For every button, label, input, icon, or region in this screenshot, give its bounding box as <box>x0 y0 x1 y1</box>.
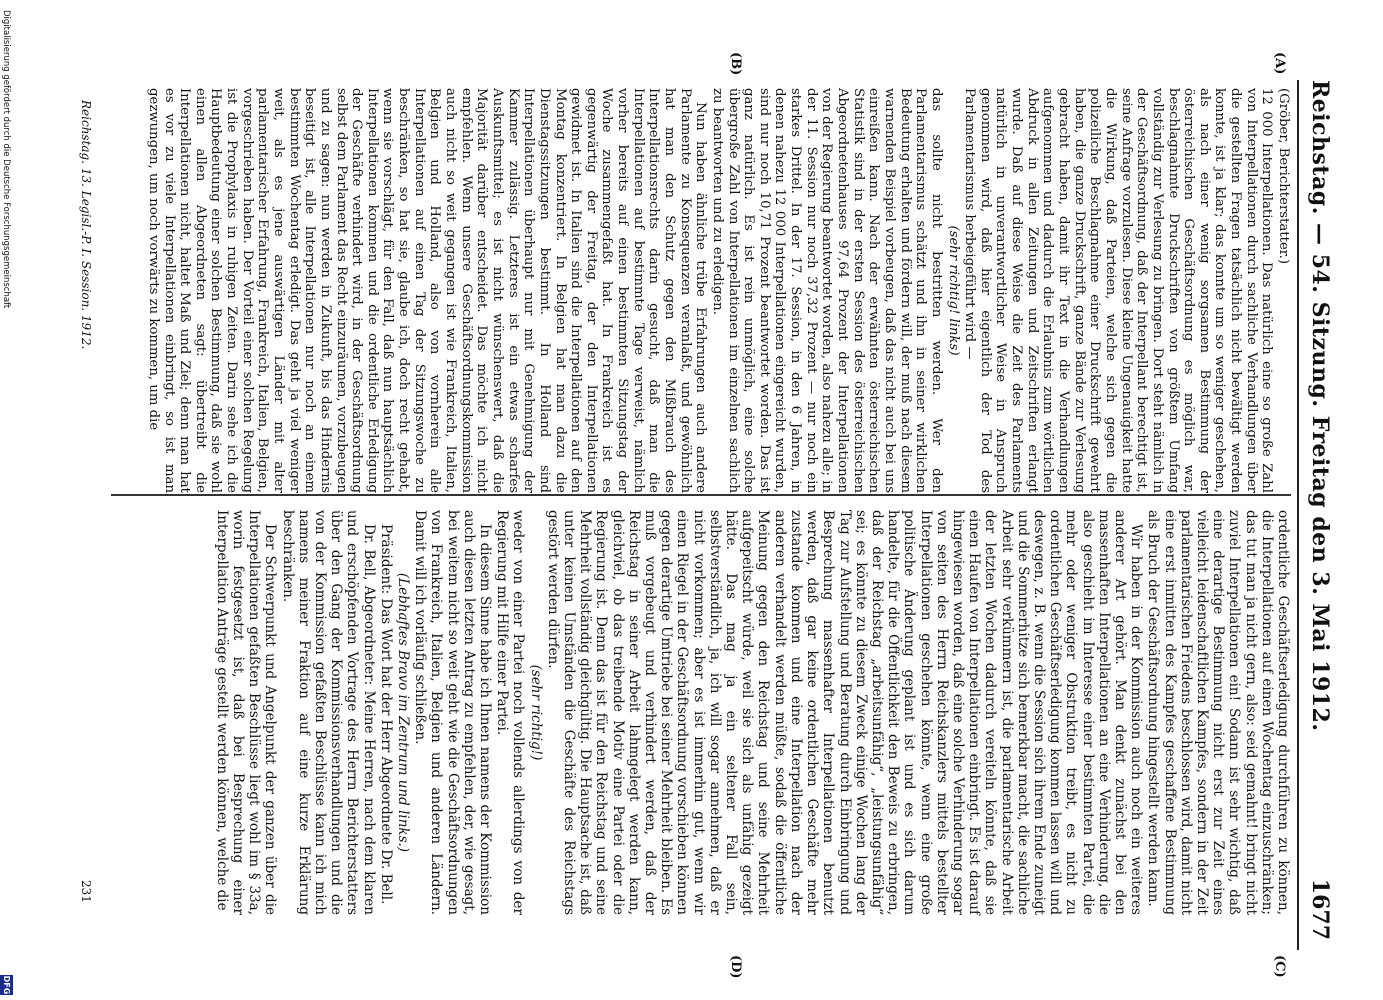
margin-mark-a: (A) <box>1272 52 1287 75</box>
paragraph: In diesem Sinne habe ich Ihnen namens der Kommission auch diesen letzten Antrag zu empfehlen, der, wie gesagt, bei weitem nicht so weit geht wie die Geschäftsordnungen von Frankreich, Italien, Belgien und anderen Ländern. Damit will ich vorläufig schließen. <box>412 510 494 915</box>
paragraph: Der Schwerpunkt und Angelpunkt der ganzen über die Interpellationen gefaßten Beschlüsse liegt wohl im § 33a, worin festgesetzt ist, daß bei Besprechung einer Interpellation Anträge gestellt werden können, welche die <box>213 510 279 915</box>
funding-note: Digitalisierung gefördert durch die Deutsche Forschungsgemeinschaft <box>1 10 11 309</box>
dfg-logo: DFG <box>2 975 11 995</box>
interjection: (sehr richtig! links) <box>945 225 961 356</box>
paragraph: weder von einer Partei noch vollends allerdings von der Regierung mit Hilfe einer Partei. <box>494 510 527 915</box>
margin-mark-c: (C) <box>1272 955 1287 978</box>
interjection: (sehr richtig!) <box>527 664 544 761</box>
footer-session: Reichstag. 13. Legisl.-P. I. Session. 1912. <box>79 100 93 350</box>
speech-opening: Dr. Bell, Abgeordneter: Meine Herren, nach dem klaren und erschöpfenden Vortrage des Herrn Berichterstatters über den Gang der Kommissionsverhandlungen und die von der Kommission gefaßten Beschlüsse kann ich mich namens meiner Fraktion auf eine kurze Erklärung beschränken. <box>279 510 377 915</box>
digitization-sidebar <box>0 0 11 1000</box>
right-column <box>213 510 1291 915</box>
left-column <box>144 88 1291 493</box>
footer-page: 231 <box>79 880 93 903</box>
header-title: Reichstag. — 54. Sitzung. Freitag den 3. Mai 1912. <box>1307 80 1333 732</box>
president-statement: Präsident: Das Wort hat der Herr Abgeordnete Dr. Bell. <box>377 524 394 905</box>
paragraph: das sollte nicht bestritten werden. Wer den Parlamentarismus schätzt und ihn in seiner wirklichen Bedeutung erhalten und fördern will, der muß nach diesem warnenden Beispiel vorbeugen, daß das nicht auch bei uns einreißen kann. Nach der erwähnten österreichischen Statistik sind in der ersten Session des österreichischen Abgeordnetenhauses 97,64 Prozent der Interpellationen von der Regierung beantwortet worden, also nahezu alle; in der 11. Session nur noch 37,32 Prozent — nur noch ein starkes Drittel. In der 17. Session, in den 6 Jahren, in denen nahezu 12 000 Interpellationen eingereicht wurden, sind nur noch 10,71 Prozent beantwortet worden. Das ist ganz natürlich. Es ist rein unmöglich, eine solche übergroße Zahl von Interpellationen im einzelnen sachlich zu beantworten und zu erledigen. <box>709 88 944 493</box>
column-divider <box>111 494 1291 496</box>
paragraph: ordentliche Geschäftserledigung durchführen zu können, die Interpellationen auf einen Wochentag einzuschränken; das tut man ja nicht gern, also: seid gemahnt! bringt nicht zuviel Interpellationen ein! Sodann ist sehr wichtig, daß eine derartige Bestimmung nicht erst zur Zeit eines vielleicht leidenschaftlichen Kampfes, sondern in der Zeit parlamentarischen Friedens beschlossen wird, damit nicht eine erst inmitten des Kampfes geschaffene Bestimmung als Bruch der Geschäftsordnung hingestellt werden kann. <box>1145 510 1291 915</box>
header-rule <box>1297 80 1299 950</box>
paragraph: Nun haben ähnliche trübe Erfahrungen auch andere Parlamente zu Konsequenzen veranlaßt, und gewöhnlich hat man den Schutz gegen den Mißbrauch des Interpellationsrechts darin gesucht, daß man die Interpellationen auf bestimmte Tage verweist, nämlich vorher bereits auf einen bestimmten Sitzungstag der Woche zusammengefaßt hat. In Frankreich ist es gegenwärtig der Freitag, der den Interpellationen gewidmet ist. In Italien sind die Interpellationen auf den Montag konzentriert. In Belgien hat man dazu die Dienstagssitzungen bestimmt. In Holland sind Interpellationen überhaupt nur mit Genehmigung der Kammer zulässig. Letzteres ist ein etwas scharfes Auskunftsmittel; es ist nicht wünschenswert, daß die Majorität darüber entscheidet. Das möchte ich nicht empfehlen. Wenn unsere Geschäftsordnungskommission auch nicht so weit gegangen ist wie Frankreich, Italien, Belgien und Holland, also von vornherein alle Interpellationen auf einen Tag der Sitzungswoche zu beschränken, so hat sie, glaube ich, doch recht gehabt, wenn sie vorschlägt, für den Fall, daß nun hauptsächlich Interpellationen kommen und die ordentliche Erledigung der Geschäfte verhindert wird, in der Geschäftsordnung selbst dem Parlament das Recht einzuräumen, vorzubeugen und zu sagen: nun werden in Zukunft, bis das Hindernis beseitigt ist, alle Interpellationen nur noch an einem bestimmten Wochentag erledigt. Das geht ja viel weniger weit, als es jene auswärtigen Länder mit alter parlamentarischer Erfahrung, Frankreich, Italien, Belgien, vorgeschrieben haben. Der Vorteil einer solchen Regelung ist die Prophylaxis in ruhigen Zeiten. Darin sehe ich die Hauptbedeutung einer solchen Bestimmung, daß sie wohl einen allen Abgeordneten sagt: übertreibt die Interpellationen nicht, haltet Maß und Ziel; denn man hat es vor zu viele Interpellationen einbringt, so ist man gezwungen, um noch vorwärts zu kommen, um die <box>145 88 709 493</box>
interjection: (Lebhaftes Bravo im Zentrum und links.) <box>395 572 412 853</box>
margin-mark-b: (B) <box>728 52 743 76</box>
paragraph: Wir haben in der Kommission auch noch ein weiteres anderer Art gehört. Man denkt zunächst bei den massenhaften Interpellationen an eine Verhinderung, die also geschieht im Interesse einer bestimmten Partei, die mehr oder weniger Obstruktion treibt, es nicht zu ordentlichen Geschäftserledigung kommen lassen will und deswegen, z. B. wenn die Session sich ihrem Ende zuneigt und die Sommerhitze sich bemerkbar macht, die sachliche Arbeit sehr verkümmern ist, die parlamentarische Arbeit der letzten Wochen dadurch vereiteln könnte, daß sie einen Haufen von Interpellationen einbringt. Es ist darauf hingewiesen worden, daß eine solche Verhinderung sogar von seiten des Herrn Reichskanzlers mittels bestellter Interpellationen geschehen könnte, wenn eine große politische Änderung geplant ist und es sich darum handelte, für die Öffentlichkeit den Beweis zu erbringen, daß der Reichstag „arbeitsunfähig“, „leistungsunfähig“ sei; es könnte zu diesem Zweck einige Wochen lang der Tag zur Aufstellung und Beratung durch Einbringung und Besprechung massenhafter Interpellationen benutzt werden, daß gar keine ordentlichen Geschäfte mehr zustande kommen und eine Interpellation nach der anderen verhandelt werden müßte, sodaß die öffentliche Meinung gegen den Reichstag und seine Mehrheit aufgepeitscht würde, weil sie sich als unfähig gezeigt hätte. Das mag ja ein seltener Fall sein, selbstverständlich, ja, ich will sogar annehmen, daß er nicht vorkommen; aber es ist immerhin gut, wenn wir einen Riegel in der Geschäftsordnung vorschieben können gegen derartige Umtriebe bei seiner Mehrheit bleiben. Es muß vorgebeugt und verhindert werden, daß der Reichstag in seiner Arbeit lahmgelegt werden kann, gleichviel, ob das treibende Motiv eine Partei oder die Regierung ist. Denn das ist für den Reichstag und seine Mehrheit vollständig gleichgültig. Die Hauptsache ist, daß unter keinen Umständen die Geschäfte des Reichstags gestört werden dürfen. <box>544 510 1145 915</box>
paragraph: 12 000 Interpellationen. Das natürlich eine so große Zahl von Interpellationen durch sachliche Verhandlungen über die gestellten Fragen tatsächlich nicht bewältigt werden konnte, ist ja klar; das konnte um so weniger geschehen, als nach einer wenig sorgsamen Bestimmung der österreichischen Geschäftsordnung es möglich war, beschlagnahmte Druckschriften von größtem Umfang vollständig zur Verlesung zu bringen. Dort steht nämlich in der Geschäftsordnung, daß der Interpellant berechtigt ist, seine Anfrage vorzulesen. Diese kleine Ungenauigkeit hatte die Wirkung, daß Parteien, welche sich gegen die polizeiliche Beschlagnahme einer Druckschrift gewehrt haben, die ganze Druckschrift, ganze Bände zur Verlesung gebracht haben, damit ihr Text in die Verhandlungen aufgenommen und dadurch die Erlaubnis zum wörtlichen Abdruck in allen Zeitungen und Zeitschriften erlangt wurde. Daß auf diese Weise die Zeit des Parlaments natürlich in unverantwortlicher Weise in Anspruch genommen wird, daß hier eigentlich der Tod des Parlamentarismus herbeigeführt wird — <box>962 88 1275 493</box>
speaker-reference: (Gröber, Berichterstatter.) <box>1276 88 1291 265</box>
margin-mark-d: (D) <box>728 955 743 979</box>
page-number: 1677 <box>1307 878 1333 940</box>
page-header <box>1293 60 1333 940</box>
